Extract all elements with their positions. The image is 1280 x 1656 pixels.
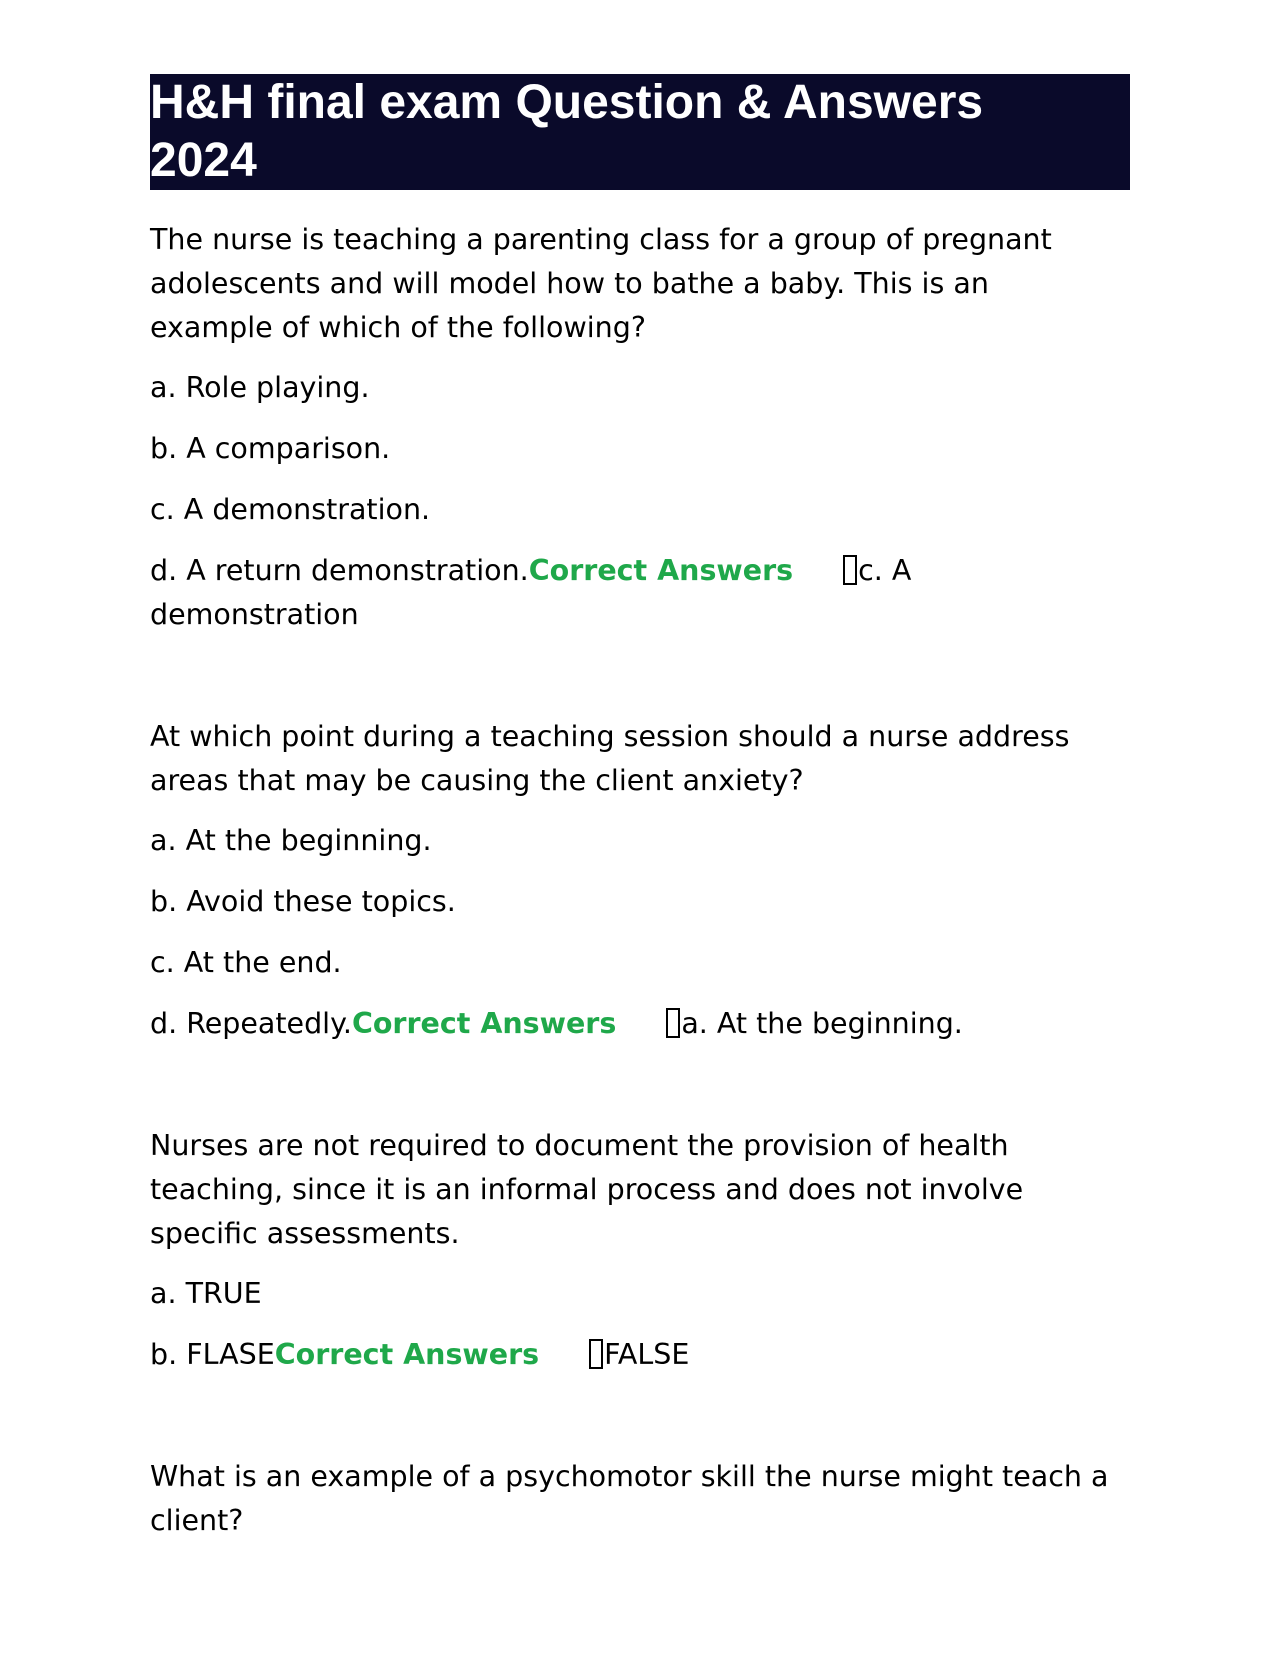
missing-glyph-box-icon (843, 555, 857, 585)
correct-answer-text: a. At the beginning. (681, 1007, 963, 1040)
correct-answer-text: c. A demonstration (150, 554, 912, 631)
question-block-4 (150, 1455, 1130, 1543)
answer-option: a. At the beginning. (150, 824, 432, 857)
document-page (150, 74, 1130, 1543)
correct-answers-label: Correct Answers (528, 554, 794, 587)
missing-glyph-box-icon (589, 1339, 603, 1369)
correct-answers-label: Correct Answers (351, 1007, 617, 1040)
question-block-1 (150, 218, 1080, 637)
question-text: Nurses are not required to document the provision of health teaching, since it is an informal process and does not involve specific assessments. (150, 1129, 1024, 1250)
question-text: What is an example of a psychomotor skill the nurse might teach a client? (150, 1460, 1109, 1537)
title-line-1: H&H final exam Question & Answers (150, 76, 984, 129)
answer-option: a. Role playing. (150, 371, 370, 404)
answer-option: d. Repeatedly. (150, 1007, 352, 1040)
answer-option: b. A comparison. (150, 432, 391, 465)
answer-option: c. At the end. (150, 946, 342, 979)
answer-line (150, 1002, 1130, 1046)
answer-option: b. FLASE (150, 1338, 275, 1371)
answer-option: b. Avoid these topics. (150, 885, 456, 918)
question-block-3 (150, 1124, 1130, 1377)
document-title (150, 74, 1130, 190)
missing-glyph-box-icon (666, 1008, 680, 1038)
correct-answers-label: Correct Answers (274, 1338, 540, 1371)
answer-option: c. A demonstration. (150, 493, 431, 526)
answer-option: d. A return demonstration. (150, 554, 529, 587)
question-block-2 (150, 715, 1130, 1046)
question-text: At which point during a teaching session should a nurse address areas that may be causing the client anxiety? (150, 720, 1070, 797)
answer-option: a. TRUE (150, 1277, 262, 1310)
title-line-2: 2024 (150, 134, 257, 187)
question-text: The nurse is teaching a parenting class for a group of pregnant adolescents and will model how to bathe a baby. This is an example of which of the following? (150, 223, 1052, 344)
answer-line (150, 549, 1080, 637)
answer-line (150, 1333, 1130, 1377)
correct-answer-text: FALSE (604, 1338, 690, 1371)
